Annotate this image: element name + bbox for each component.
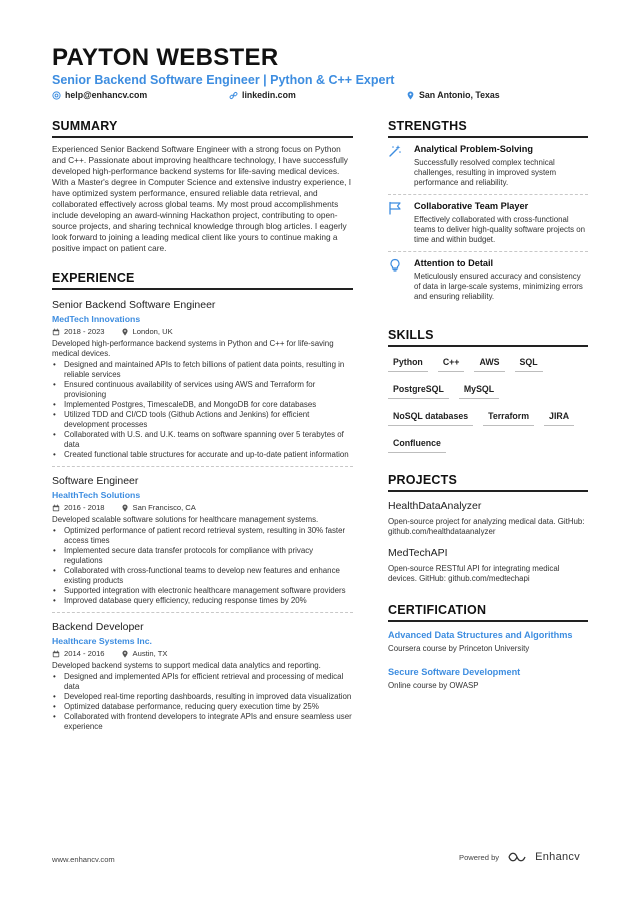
enhancv-logo-icon — [507, 851, 527, 863]
linkedin-text: linkedin.com — [242, 90, 296, 100]
flag-icon — [388, 201, 402, 215]
job-location: San Francisco, CA — [132, 503, 196, 512]
job-meta — [52, 649, 353, 658]
certification-description: Online course by OWASP — [388, 681, 479, 690]
right-column — [388, 119, 588, 690]
strength-item — [388, 201, 588, 245]
skill-tag: AWS — [474, 353, 504, 372]
bullet-item: • Implemented Postgres, TimescaleDB, and MongoDB for core databases — [52, 400, 353, 410]
skills-list — [388, 353, 588, 453]
certification-title: Advanced Data Structures and Algorithms — [388, 630, 573, 640]
skill-tag: C++ — [438, 353, 465, 372]
skill-tag: Terraform — [483, 407, 534, 426]
skill-tag: PostgreSQL — [388, 380, 449, 399]
certification-title: Secure Software Development — [388, 667, 521, 677]
projects-heading: PROJECTS — [388, 473, 588, 492]
brand-name: Enhancv — [535, 851, 581, 863]
job-description: Developed high-performance backend systems in Python and C++ for life-saving medical devices. — [52, 339, 334, 358]
strength-description: Meticulously ensured accuracy and consistency of data in large-scale systems, minimizing errors and ensuring reliability. — [414, 272, 583, 301]
job-meta — [52, 327, 353, 336]
location-pin-icon — [406, 91, 415, 100]
job-entry — [52, 299, 353, 467]
contact-linkedin[interactable] — [229, 90, 296, 100]
skill-tag: SQL — [515, 353, 543, 372]
location-text: San Antonio, Texas — [419, 90, 500, 100]
divider — [52, 466, 353, 467]
candidate-title: Senior Backend Software Engineer | Python & C++ Expert — [52, 73, 395, 87]
powered-by-text: Powered by — [459, 852, 500, 862]
job-bullets — [52, 360, 353, 460]
project-item — [388, 500, 588, 537]
job-entry — [52, 475, 353, 613]
job-dates: 2016 - 2018 — [64, 503, 105, 512]
job-location: Austin, TX — [132, 649, 168, 658]
company-name[interactable]: Healthcare Systems Inc. — [52, 636, 152, 646]
job-dates: 2014 - 2016 — [64, 649, 105, 658]
calendar-icon — [52, 504, 60, 512]
divider — [388, 251, 588, 252]
skill-tag: Python — [388, 353, 428, 372]
bullet-item: • Developed real-time reporting dashboards, resulting in improved data visualization — [52, 692, 353, 702]
project-title: MedTechAPI — [388, 547, 448, 559]
bullet-item: • Utilized TDD and CI/CD tools (Github Actions and Jenkins) for efficient development processes — [52, 410, 353, 430]
magic-wand-icon — [388, 144, 402, 158]
certification-description: Coursera course by Princeton University — [388, 644, 530, 653]
bullet-item: • Ensured continuous availability of services using AWS and Terraform for provisioning — [52, 380, 353, 400]
skill-tag: Confluence — [388, 434, 446, 453]
skill-tag: NoSQL databases — [388, 407, 473, 426]
bullet-item: • Improved database query efficiency, reducing response times by 20% — [52, 596, 353, 606]
strength-title: Collaborative Team Player — [414, 201, 529, 211]
project-description: Open-source RESTful API for integrating medical devices. GitHub: github.com/medtechapi — [388, 564, 560, 583]
job-entry — [52, 621, 353, 732]
summary-text: Experienced Senior Backend Software Engineer with a strong focus on Python and C++. Passionate about improving healthcare technology, I have successfully developed high-performance backend systems for life-saving medical devices. With a Master's degree in Computer Science and extensive industry experience, I have optimized system performance, ensured reliable data retrieval, and collaborated effectively across global teams. My most proud accomplishments include developing an award-winning Hackathon project, contributing to open-source projects, and sharing technical knowledge through blog articles. I eagerly look forward to joining a leading medical client like yours to continue making a positive impact on patient care. — [52, 144, 352, 253]
location-pin-icon — [121, 328, 129, 336]
certification-item — [388, 630, 588, 653]
job-description: Developed backend systems to support medical data analytics and reporting. — [52, 661, 321, 670]
job-title: Backend Developer — [52, 621, 144, 633]
job-bullets — [52, 672, 353, 732]
location-pin-icon — [121, 504, 129, 512]
lightbulb-icon — [388, 258, 402, 272]
strength-title: Attention to Detail — [414, 258, 494, 268]
footer-website[interactable]: www.enhancv.com — [52, 855, 115, 864]
strength-item — [388, 144, 588, 188]
contact-location — [406, 90, 500, 100]
experience-heading: EXPERIENCE — [52, 271, 353, 290]
skill-tag: JIRA — [544, 407, 574, 426]
left-column — [52, 119, 353, 732]
calendar-icon — [52, 650, 60, 658]
divider — [52, 612, 353, 613]
bullet-item: • Collaborated with frontend developers to integrate APIs and ensure seamless user experience — [52, 712, 353, 732]
calendar-icon — [52, 328, 60, 336]
company-name[interactable]: MedTech Innovations — [52, 314, 141, 324]
certification-item — [388, 667, 588, 690]
bullet-item: • Optimized database performance, reducing query execution time by 25% — [52, 702, 353, 712]
bullet-item: • Collaborated with cross-functional teams to develop new features and enhance existing products — [52, 566, 353, 586]
project-item — [388, 547, 588, 584]
bullet-item: • Implemented secure data transfer protocols for compliance with privacy regulations — [52, 546, 353, 566]
candidate-name: PAYTON WEBSTER — [52, 44, 279, 71]
link-icon — [229, 91, 238, 100]
bullet-item: • Designed and implemented APIs for efficient retrieval and processing of medical data — [52, 672, 353, 692]
project-title: HealthDataAnalyzer — [388, 500, 482, 512]
job-title: Software Engineer — [52, 475, 139, 487]
divider — [388, 194, 588, 195]
location-pin-icon — [121, 650, 129, 658]
strength-item — [388, 258, 588, 302]
bullet-item: • Designed and maintained APIs to fetch billions of patient data points, resulting in reliable services — [52, 360, 353, 380]
job-bullets — [52, 526, 353, 606]
strength-description: Successfully resolved complex technical challenges, resulting in improved system performance and reliability. — [414, 158, 557, 187]
skill-tag: MySQL — [459, 380, 499, 399]
email-text: help@enhancv.com — [65, 90, 148, 100]
job-meta — [52, 503, 353, 512]
company-name[interactable]: HealthTech Solutions — [52, 490, 141, 500]
strength-description: Effectively collaborated with cross-functional teams to deliver high-quality software projects on time and within budget. — [414, 215, 586, 244]
summary-heading: SUMMARY — [52, 119, 353, 138]
bullet-item: • Created functional table structures for accurate and up-to-date patient information — [52, 450, 353, 460]
contact-email[interactable] — [52, 90, 147, 100]
job-description: Developed scalable software solutions for healthcare management systems. — [52, 515, 319, 524]
strengths-heading: STRENGTHS — [388, 119, 588, 138]
project-description: Open-source project for analyzing medical data. GitHub: github.com/healthdataanalyzer — [388, 517, 585, 536]
job-dates: 2018 - 2023 — [64, 327, 105, 336]
bullet-item: • Collaborated with U.S. and U.K. teams on software spanning over 5 terabytes of data — [52, 430, 353, 450]
certification-heading: CERTIFICATION — [388, 603, 588, 622]
bullet-item: • Optimized performance of patient record retrieval system, resulting in 30% faster access times — [52, 526, 353, 546]
strength-title: Analytical Problem-Solving — [414, 144, 533, 154]
job-title: Senior Backend Software Engineer — [52, 299, 216, 311]
skills-heading: SKILLS — [388, 328, 588, 347]
bullet-item: • Supported integration with electronic healthcare management software providers — [52, 586, 353, 596]
footer-branding[interactable] — [459, 851, 580, 863]
at-sign-icon — [52, 91, 61, 100]
job-location: London, UK — [132, 327, 173, 336]
